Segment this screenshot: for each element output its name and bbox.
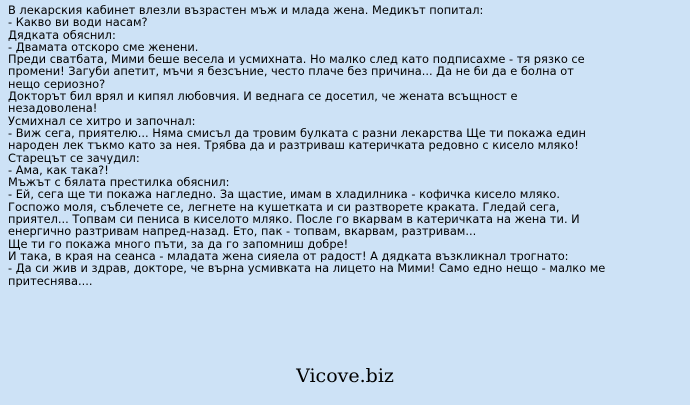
- joke-line: енергично разтривам напред-назад. Ето, пак - топвам, вкарвам, разтривам...: [8, 225, 477, 238]
- joke-line: Дядката обяснил:: [8, 28, 116, 41]
- joke-line: Ще ти го покажа много пъти, за да го запомниш добре!: [8, 237, 349, 250]
- joke-line: И така, в края на сеанса - младата жена сияела от радост! А дядката възкликнал трогнато:: [8, 249, 569, 263]
- joke-line: народен лек тъкмо като за нея. Трябва да и разтриваш катеричката редовно с кисело мляко!: [8, 139, 579, 152]
- joke-line: - Двамата отскоро сме женени.: [8, 40, 199, 54]
- joke-line: Госпожо моля, съблечете се, легнете на кушетката и си разтворете краката. Гледай сега,: [8, 200, 560, 214]
- joke-line: - Ама, как така?!: [8, 163, 109, 177]
- joke-line: притеснява....: [8, 274, 93, 287]
- joke-line: Старецът се зачудил:: [8, 151, 140, 164]
- joke-line: Докторът бил врял и кипял любовчия. И веднага се досетил, че жената всъщност е: [8, 90, 518, 103]
- joke-line: - Ей, сега ще ти покажа нагледно. За щастие, имам в хладилника - кофичка кисело мляко.: [8, 188, 560, 201]
- site-name: Vicove.biz: [296, 365, 394, 387]
- joke-line: Усмихнал се хитро и започнал:: [8, 114, 196, 127]
- joke-line: приятел... Топвам си пениса в киселото мляко. После го вкарвам в катеричката на жена ти. И: [8, 213, 580, 226]
- joke-line: - Виж сега, приятелю... Няма смисъл да тровим булката с разни лекарства Ще ти покажа един: [8, 126, 586, 140]
- joke-line: Преди сватбата, Мими беше весела и усмихната. Но малко след като подписахме - тя рязко се: [8, 53, 585, 66]
- joke-line: нещо сериозно?: [8, 77, 106, 91]
- joke-line: незадоволена!: [8, 102, 98, 115]
- joke-line: - Да си жив и здрав, докторе, че върна усмивката на лицето на Мими! Само едно нещо - малко ме: [8, 262, 606, 275]
- joke-line: промени! Загуби апетит, мъчи я безсъние, често плаче без причина... Да не би да е болна от: [8, 65, 574, 78]
- joke-text: [8, 4, 680, 287]
- joke-line: Мъжът с бялата престилка обяснил:: [8, 176, 230, 189]
- joke-line: - Какво ви води насам?: [8, 16, 148, 29]
- joke-line: В лекарския кабинет влезли възрастен мъж и млада жена. Медикът попитал:: [8, 4, 484, 17]
